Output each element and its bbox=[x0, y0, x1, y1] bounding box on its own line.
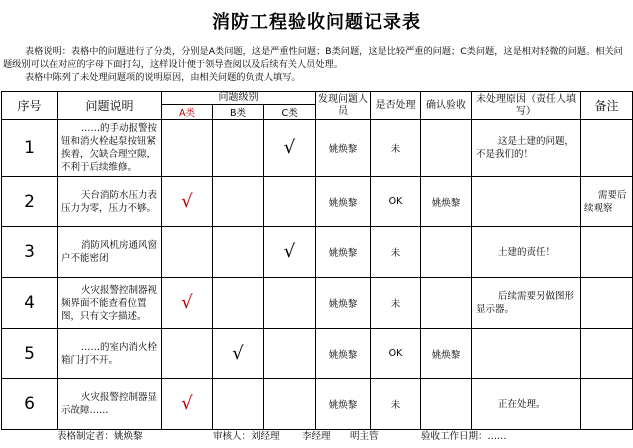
header-finder: 发现问题人员 bbox=[316, 92, 371, 120]
row-level-b bbox=[213, 120, 264, 177]
row-level-b bbox=[213, 379, 264, 430]
row-confirm bbox=[421, 278, 472, 329]
footer-date: 验收工作日期：…… bbox=[421, 431, 507, 442]
row-level-c bbox=[264, 227, 316, 278]
row-finder: 姚焕黎 bbox=[316, 329, 371, 379]
row-level-c bbox=[264, 329, 316, 379]
row-level-a bbox=[162, 329, 213, 379]
check-mark-icon: √ bbox=[283, 137, 296, 158]
row-level-a bbox=[162, 227, 213, 278]
row-level-a bbox=[162, 177, 213, 227]
row-confirm: 姚焕黎 bbox=[421, 177, 472, 227]
row-issue bbox=[58, 177, 162, 227]
header-level-a: A类 bbox=[162, 105, 213, 120]
row-issue bbox=[58, 278, 162, 329]
row-reason bbox=[472, 379, 581, 430]
row-issue bbox=[58, 120, 162, 177]
row-reason-text: 这是土建的问题，不是我们的！ bbox=[476, 136, 575, 160]
row-finder: 姚焕黎 bbox=[316, 177, 371, 227]
row-handled: 未 bbox=[371, 120, 421, 177]
row-reason-text: 土建的责任！ bbox=[498, 246, 556, 258]
check-mark-icon: √ bbox=[232, 342, 244, 364]
check-mark-icon: √ bbox=[181, 190, 193, 212]
row-seq: 6 bbox=[2, 379, 58, 430]
header-issue: 问题说明 bbox=[58, 92, 162, 120]
header-handled: 是否处理 bbox=[371, 92, 421, 120]
row-remark-text: 需要后续观察 bbox=[584, 189, 627, 214]
page-title: 消防工程验收问题记录表 bbox=[212, 12, 421, 33]
row-issue bbox=[58, 379, 162, 430]
footer-reviewer-2: 李经理 bbox=[302, 431, 331, 442]
row-remark bbox=[581, 329, 633, 379]
row-confirm: 姚焕黎 bbox=[421, 329, 472, 379]
footer-reviewer: 审核人：刘经理 bbox=[213, 431, 280, 442]
row-issue-text: 天台消防水压力表压力为零，压力不够。 bbox=[61, 189, 158, 214]
row-confirm bbox=[421, 379, 472, 430]
row-level-c bbox=[264, 278, 316, 329]
header-level: 问题级别 bbox=[162, 92, 316, 105]
row-level-b bbox=[213, 177, 264, 227]
header-level-c: C类 bbox=[264, 105, 316, 120]
row-issue-text: 火灾报警控制器视频界面不能查看位置图，只有文字描述。 bbox=[61, 284, 158, 322]
header-level-b: B类 bbox=[213, 105, 264, 120]
header-seq: 序号 bbox=[2, 92, 58, 120]
row-remark bbox=[581, 227, 633, 278]
row-finder: 姚焕黎 bbox=[316, 379, 371, 430]
row-reason bbox=[472, 329, 581, 379]
row-issue bbox=[58, 329, 162, 379]
row-reason bbox=[472, 120, 581, 177]
row-remark bbox=[581, 177, 633, 227]
footer-reviewer-3: 明主管 bbox=[350, 431, 379, 442]
table-footer bbox=[0, 428, 633, 442]
row-issue bbox=[58, 227, 162, 278]
table-description bbox=[3, 45, 629, 84]
row-reason bbox=[472, 177, 581, 227]
row-level-c bbox=[264, 379, 316, 430]
row-issue-text: 消防风机房通风窗户不能密闭 bbox=[61, 240, 158, 264]
table-row bbox=[2, 329, 633, 379]
row-remark bbox=[581, 120, 633, 177]
row-issue-text: 火灾报警控制器显示故障…… bbox=[61, 392, 158, 416]
row-seq: 5 bbox=[2, 329, 58, 379]
row-level-c bbox=[264, 177, 316, 227]
issue-table bbox=[1, 91, 633, 430]
description-line-2: 表格中陈列了未处理问题项的说明原因，由相关问题的负责人填写。 bbox=[25, 72, 301, 83]
table-row bbox=[2, 379, 633, 430]
row-issue-text: ……的手动报警按钮和消火栓起泵按钮紧挨着，欠缺合理空隙，不利于后续维修。 bbox=[61, 123, 158, 173]
row-handled: OK bbox=[371, 177, 421, 227]
row-level-b bbox=[213, 329, 264, 379]
row-remark bbox=[581, 278, 633, 329]
row-finder: 姚焕黎 bbox=[316, 120, 371, 177]
description-line-1: 表格说明：表格中的问题进行了分类，分别是A类问题，这是严重性问题；B类问题，这是比较严重的问题；C类问题，这是相对轻微的问题。相关问题级别可以在对应的字母下面打勾，这样设计便于领导查阅以及后续有关人员处理。 bbox=[3, 46, 623, 70]
row-issue-text: ……的室内消火栓箱门打不开。 bbox=[61, 341, 158, 366]
header-remark: 备注 bbox=[581, 92, 633, 120]
check-mark-icon: √ bbox=[181, 292, 193, 313]
row-reason-text: 后续需要另做图形显示器。 bbox=[476, 291, 575, 315]
header-reason: 未处理原因（责任人填写） bbox=[472, 92, 581, 120]
row-level-a bbox=[162, 278, 213, 329]
check-mark-icon: √ bbox=[181, 393, 193, 414]
table-row bbox=[2, 177, 633, 227]
row-finder: 姚焕黎 bbox=[316, 278, 371, 329]
row-seq: 3 bbox=[2, 227, 58, 278]
table-row bbox=[2, 278, 633, 329]
row-level-a bbox=[162, 379, 213, 430]
footer-maker: 表格制定者：姚焕黎 bbox=[57, 431, 143, 442]
row-reason bbox=[472, 227, 581, 278]
row-level-c bbox=[264, 120, 316, 177]
row-seq: 4 bbox=[2, 278, 58, 329]
row-reason bbox=[472, 278, 581, 329]
row-seq: 1 bbox=[2, 120, 58, 177]
row-confirm bbox=[421, 120, 472, 177]
row-handled: 未 bbox=[371, 379, 421, 430]
row-handled: 未 bbox=[371, 278, 421, 329]
check-mark-icon: √ bbox=[283, 241, 296, 262]
row-reason-text: 正在处理。 bbox=[498, 398, 546, 410]
table-row bbox=[2, 227, 633, 278]
row-seq: 2 bbox=[2, 177, 58, 227]
row-confirm bbox=[421, 227, 472, 278]
row-handled: OK bbox=[371, 329, 421, 379]
row-handled: 未 bbox=[371, 227, 421, 278]
row-level-b bbox=[213, 227, 264, 278]
row-finder: 姚焕黎 bbox=[316, 227, 371, 278]
row-remark bbox=[581, 379, 633, 430]
row-level-a bbox=[162, 120, 213, 177]
row-level-b bbox=[213, 278, 264, 329]
header-confirm: 确认验收 bbox=[421, 92, 472, 120]
table-row bbox=[2, 120, 633, 177]
